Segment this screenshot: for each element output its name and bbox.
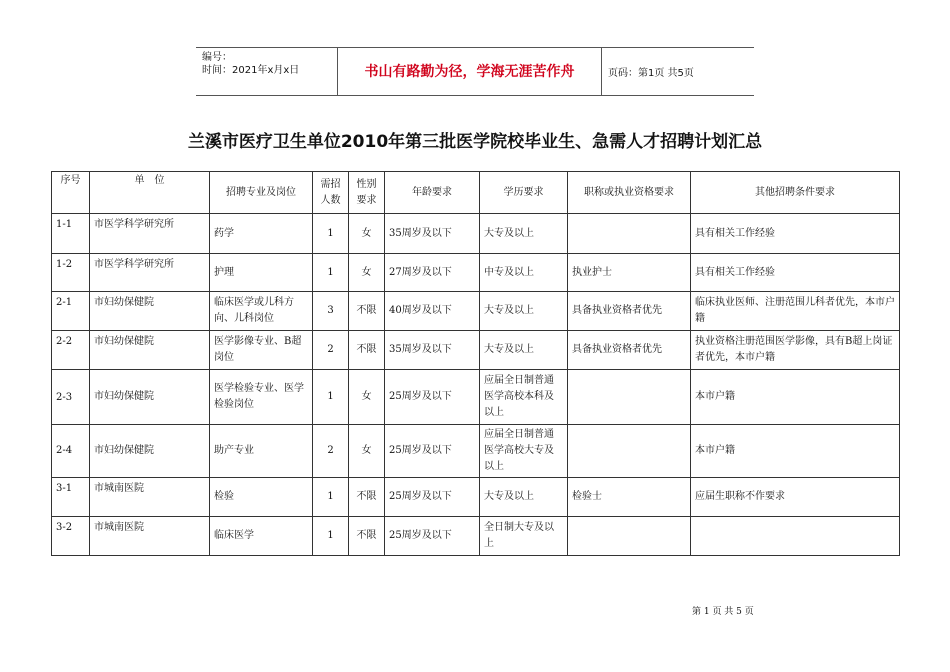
- cell-gender: 不限: [349, 478, 385, 517]
- cell-count: 1: [313, 214, 349, 254]
- cell-title-req: 执业护士: [568, 254, 691, 292]
- cell-other: 本市户籍: [691, 370, 900, 425]
- number-label: 编号：: [202, 52, 232, 63]
- cell-age: 27周岁及以下: [385, 254, 480, 292]
- cell-title-req: 具备执业资格者优先: [568, 292, 691, 331]
- header-slogan: 书山有路勤为径，学海无涯苦作舟: [337, 47, 602, 95]
- cell-seq: 2-4: [52, 425, 90, 478]
- cell-count: 1: [313, 517, 349, 556]
- cell-seq: 1-1: [52, 214, 90, 254]
- cell-seq: 1-2: [52, 254, 90, 292]
- cell-count: 1: [313, 254, 349, 292]
- cell-age: 40周岁及以下: [385, 292, 480, 331]
- cell-major: 临床医学或儿科方向、儿科岗位: [210, 292, 313, 331]
- cell-major: 医学影像专业、B超岗位: [210, 331, 313, 370]
- col-header-edu: 学历要求: [480, 172, 568, 214]
- cell-age: 25周岁及以下: [385, 478, 480, 517]
- cell-count: 2: [313, 425, 349, 478]
- cell-edu: 应届全日制普通医学高校本科及以上: [480, 370, 568, 425]
- cell-seq: 3-2: [52, 517, 90, 556]
- col-header-major: 招聘专业及岗位: [210, 172, 313, 214]
- cell-gender: 女: [349, 214, 385, 254]
- cell-edu: 中专及以上: [480, 254, 568, 292]
- cell-major: 检验: [210, 478, 313, 517]
- cell-gender: 女: [349, 254, 385, 292]
- cell-age: 25周岁及以下: [385, 370, 480, 425]
- cell-age: 25周岁及以下: [385, 425, 480, 478]
- col-header-seq: 序号: [52, 172, 90, 214]
- cell-unit: 市城南医院: [90, 478, 210, 517]
- cell-count: 3: [313, 292, 349, 331]
- cell-count: 1: [313, 478, 349, 517]
- cell-major: 助产专业: [210, 425, 313, 478]
- cell-major: 护理: [210, 254, 313, 292]
- cell-unit: 市妇幼保健院: [90, 292, 210, 331]
- cell-seq: 2-3: [52, 370, 90, 425]
- header-page-label: 页码：第1页 共5页: [608, 68, 694, 79]
- cell-seq: 2-2: [52, 331, 90, 370]
- cell-gender: 女: [349, 425, 385, 478]
- col-header-unit: 单 位: [90, 172, 210, 214]
- page-title: 兰溪市医疗卫生单位2010年第三批医学院校毕业生、急需人才招聘计划汇总: [187, 132, 763, 152]
- col-header-gender: 性别要求: [349, 172, 385, 214]
- cell-edu: 全日制大专及以上: [480, 517, 568, 556]
- cell-other: 应届生职称不作要求: [691, 478, 900, 517]
- cell-count: 1: [313, 370, 349, 425]
- cell-title-req: [568, 370, 691, 425]
- cell-title-req: 具备执业资格者优先: [568, 331, 691, 370]
- cell-edu: 大专及以上: [480, 478, 568, 517]
- document-header: [196, 47, 754, 96]
- col-header-count: 需招人数: [313, 172, 349, 214]
- cell-gender: 不限: [349, 331, 385, 370]
- cell-edu: 大专及以上: [480, 292, 568, 331]
- table-row: [52, 214, 900, 254]
- cell-other: 具有相关工作经验: [691, 214, 900, 254]
- cell-edu: 应届全日制普通医学高校大专及以上: [480, 425, 568, 478]
- cell-age: 25周岁及以下: [385, 517, 480, 556]
- cell-other: 具有相关工作经验: [691, 254, 900, 292]
- time-label: 时间：2021年x月x日: [202, 65, 300, 76]
- header-bottom-rule: [196, 95, 754, 96]
- cell-unit: 市妇幼保健院: [90, 425, 210, 478]
- col-header-other: 其他招聘条件要求: [691, 172, 900, 214]
- table-row: [52, 517, 900, 556]
- cell-title-req: [568, 517, 691, 556]
- col-header-age: 年龄要求: [385, 172, 480, 214]
- cell-title-req: [568, 214, 691, 254]
- cell-seq: 3-1: [52, 478, 90, 517]
- cell-gender: 不限: [349, 517, 385, 556]
- cell-gender: 女: [349, 370, 385, 425]
- table-row: [52, 370, 900, 425]
- header-meta: [202, 51, 299, 77]
- cell-major: 临床医学: [210, 517, 313, 556]
- table-header-row: [52, 172, 900, 214]
- table-row: [52, 292, 900, 331]
- recruitment-table: [51, 171, 900, 556]
- table-row: [52, 425, 900, 478]
- col-header-title-req: 职称或执业资格要求: [568, 172, 691, 214]
- table-row: [52, 331, 900, 370]
- cell-unit: 市妇幼保健院: [90, 331, 210, 370]
- page-footer: 第 1 页 共 5 页: [692, 607, 754, 617]
- cell-unit: 市医学科学研究所: [90, 254, 210, 292]
- cell-age: 35周岁及以下: [385, 214, 480, 254]
- cell-other: 执业资格注册范围医学影像，具有B超上岗证者优先，本市户籍: [691, 331, 900, 370]
- cell-title-req: 检验士: [568, 478, 691, 517]
- cell-unit: 市妇幼保健院: [90, 370, 210, 425]
- cell-count: 2: [313, 331, 349, 370]
- cell-title-req: [568, 425, 691, 478]
- cell-unit: 市医学科学研究所: [90, 214, 210, 254]
- cell-other: 本市户籍: [691, 425, 900, 478]
- cell-edu: 大专及以上: [480, 214, 568, 254]
- cell-gender: 不限: [349, 292, 385, 331]
- table-row: [52, 254, 900, 292]
- cell-unit: 市城南医院: [90, 517, 210, 556]
- cell-seq: 2-1: [52, 292, 90, 331]
- cell-edu: 大专及以上: [480, 331, 568, 370]
- cell-other: 临床执业医师、注册范围儿科者优先，本市户籍: [691, 292, 900, 331]
- cell-major: 药学: [210, 214, 313, 254]
- cell-other: [691, 517, 900, 556]
- cell-age: 35周岁及以下: [385, 331, 480, 370]
- table-row: [52, 478, 900, 517]
- cell-major: 医学检验专业、医学检验岗位: [210, 370, 313, 425]
